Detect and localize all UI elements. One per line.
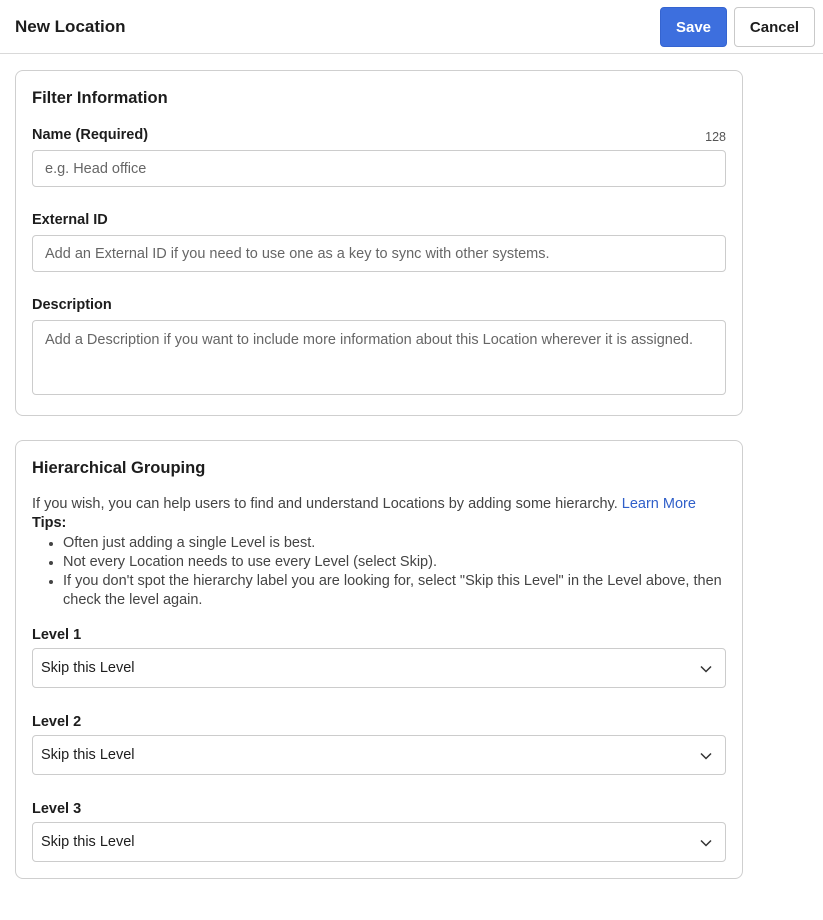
learn-more-link[interactable]: Learn More [621, 496, 696, 512]
hierarchy-intro [32, 495, 732, 514]
tips-label: Tips: [32, 515, 67, 531]
save-button[interactable]: Save [660, 7, 727, 47]
level-3-selected-value: Skip this Level [41, 834, 135, 850]
cancel-button[interactable]: Cancel [734, 7, 815, 47]
external-id-label: External ID [32, 212, 108, 228]
description-textarea[interactable] [32, 320, 726, 395]
external-id-input[interactable] [32, 235, 726, 272]
level-2-selected-value: Skip this Level [41, 747, 135, 763]
top-bar [0, 0, 823, 54]
filter-information-title: Filter Information [32, 89, 168, 107]
tips-list [46, 534, 726, 610]
level-2-select[interactable] [32, 735, 726, 775]
tip-item: If you don't spot the hierarchy label you are looking for, select "Skip this Level" in the Level above, then check the level again. [46, 572, 726, 610]
level-2-label: Level 2 [32, 714, 82, 730]
description-label: Description [32, 297, 112, 313]
tip-item: Not every Location needs to use every Level (select Skip). [46, 553, 726, 572]
tip-item: Often just adding a single Level is best. [46, 534, 726, 553]
hierarchical-grouping-title: Hierarchical Grouping [32, 459, 206, 477]
name-char-counter: 128 [705, 130, 726, 144]
chevron-down-icon [699, 836, 713, 850]
name-label: Name (Required) [32, 127, 149, 143]
name-input[interactable] [32, 150, 726, 187]
level-1-label: Level 1 [32, 627, 82, 643]
hierarchical-grouping-card [15, 440, 743, 879]
level-1-selected-value: Skip this Level [41, 660, 135, 676]
filter-information-card [15, 70, 743, 416]
level-3-select[interactable] [32, 822, 726, 862]
level-1-select[interactable] [32, 648, 726, 688]
hierarchy-intro-text: If you wish, you can help users to find and understand Locations by adding some hierarchy. [32, 496, 618, 512]
level-3-label: Level 3 [32, 801, 82, 817]
page-title: New Location [15, 17, 126, 36]
chevron-down-icon [699, 662, 713, 676]
chevron-down-icon [699, 749, 713, 763]
